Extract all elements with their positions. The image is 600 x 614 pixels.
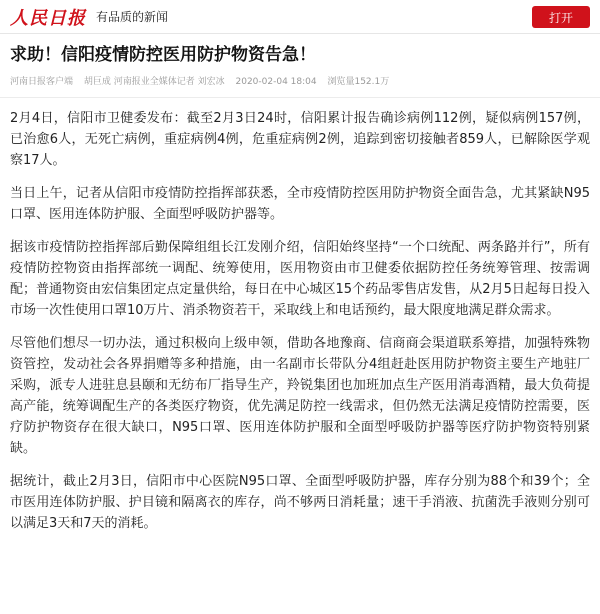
paragraph: 据统计，截止2月3日，信阳市中心医院N95口罩、全面型呼吸防护器，库存分别为88个和39个；全市医用连体防护服、护目镜和隔离衣的库存，尚不够两日消耗量；速干手消液、抗菌洗手液则分别可以满足3天和7天的消耗。: [10, 474, 590, 531]
paragraph: 当日上午，记者从信阳市疫情防控指挥部获悉，全市疫情防控医用防护物资全面告急，尤其紧缺N95口罩、医用连体防护服、全面型呼吸防护器等。: [10, 186, 590, 222]
author-label: 胡巨成 河南报业全媒体记者 刘宏冰: [83, 77, 225, 87]
paragraph: 据该市疫情防控指挥部后勤保障组组长江发刚介绍，信阳始终坚持“一个口统配、两条路并行”，所有疫情防控物资由指挥部统一调配、统筹使用，医用物资由市卫健委依据防控任务统筹管理、按需调配；普通物资由宏信集团定点定量供给，每日在中心城区15个药品零售店发售，从2月5日起每日投入市场一次性使用口罩10万片、消杀物资若干，采取线上和电话预约，最大限度地满足群众需求。: [10, 240, 590, 318]
logo[interactable]: 人民日报: [10, 7, 86, 29]
article-body: [0, 108, 600, 534]
slogan: 有品质的新闻: [96, 10, 169, 24]
view-count: 浏览量152.1万: [327, 77, 390, 87]
paragraph: 尽管他们想尽一切办法，通过积极向上级申领，借助各地豫商、信商商会渠道联系筹措，加强特殊物资管控，发动社会各界捐赠等多种措施，由一名副市长带队分4组赶赴医用防护物资主要生产地驻厂采购，派专人进驻息县颐和无纺布厂指导生产，羚锐集团也加班加点生产医用消毒酒精，最大负荷提高产能，统筹调配生产的各类医疗物资，优先满足防控一线需求，但仍然无法满足疫情防控需要，医疗防护物资存在很大缺口，N95口罩、医用连体防护服和全面型呼吸防护器等医疗防护物资特别紧缺。: [10, 336, 590, 456]
publish-time: 2020-02-04 18:04: [235, 77, 317, 87]
divider: [0, 97, 600, 98]
article-meta: [10, 74, 590, 87]
open-app-button[interactable]: 打开: [532, 6, 590, 28]
top-bar: [0, 0, 600, 34]
paragraph: 2月4日，信阳市卫健委发布：截至2月3日24时，信阳累计报告确诊病例112例，疑似病例157例，已治愈6人，无死亡病例，重症病例4例，危重症病例2例，追踪到密切接触者859人，已解除医学观察17人。: [10, 111, 590, 168]
source-label: 河南日报客户端: [10, 77, 74, 87]
article-title: 求助！信阳疫情防控医用防护物资告急！: [10, 45, 316, 65]
